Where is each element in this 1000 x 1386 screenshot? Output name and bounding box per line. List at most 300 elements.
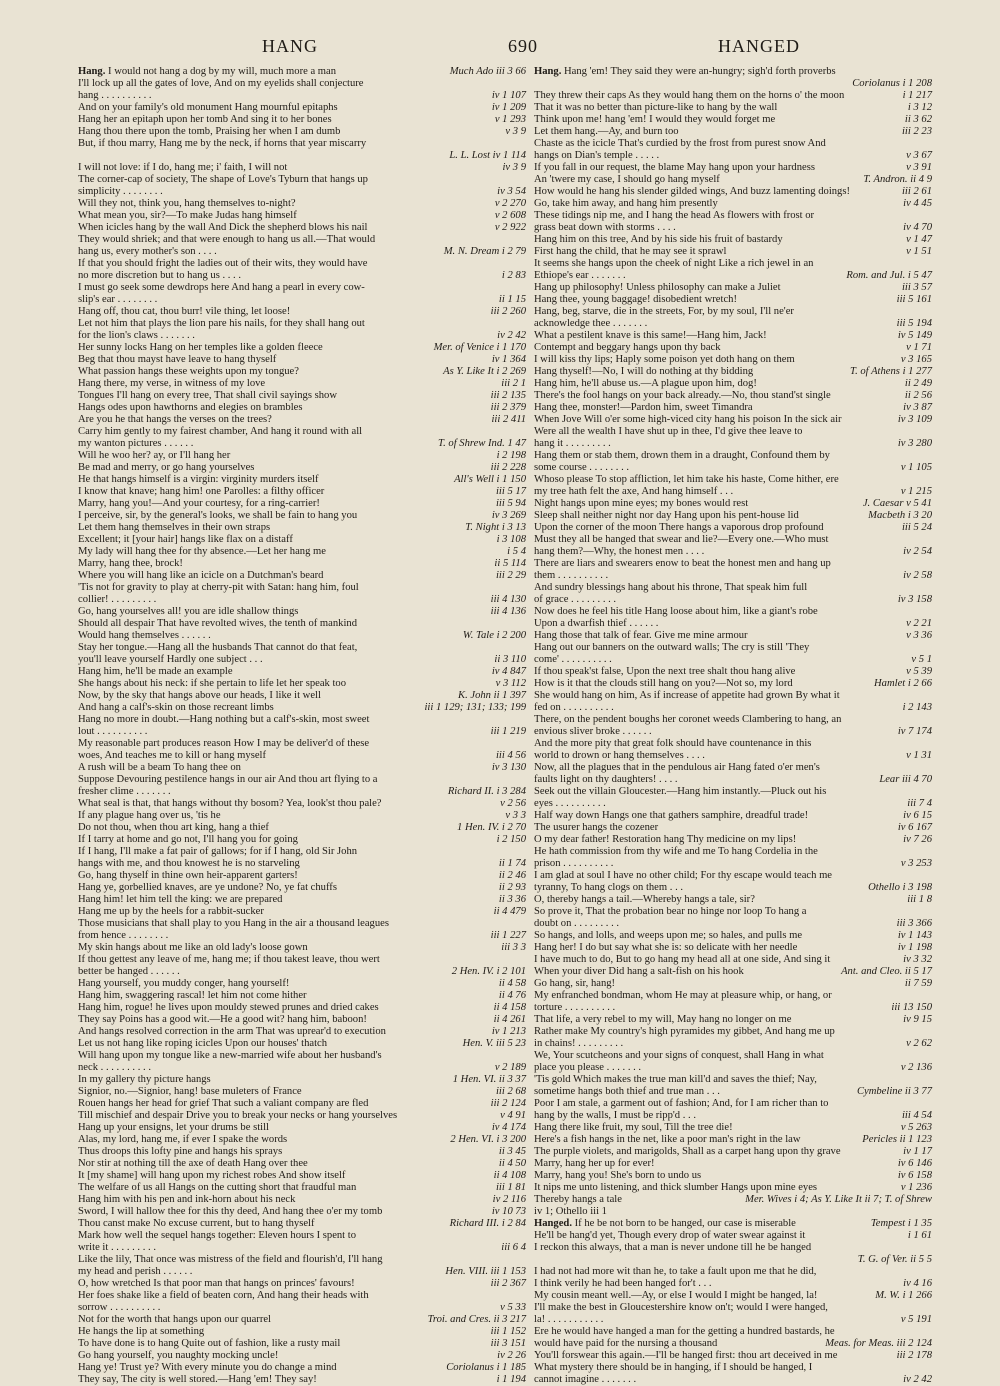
play-reference: ii 2 56	[904, 390, 932, 401]
quotation-text: would have paid for the nursing a thousand	[534, 1338, 718, 1349]
quotation-text: come' . . . . . . . . . .	[534, 654, 612, 665]
quotation-text: Hang there like fruit, my soul, Till the tree die!	[534, 1122, 733, 1133]
play-reference: Coriolanus i 1 208	[852, 78, 932, 89]
quotation-text: Let them hang.—Ay, and burn too	[534, 126, 679, 137]
concordance-line	[534, 114, 932, 126]
concordance-line	[78, 882, 526, 894]
concordance-line	[534, 1362, 932, 1374]
play-reference	[522, 174, 526, 186]
quotation-text: acknowledge thee . . . . . . .	[534, 318, 648, 329]
quotation-text: Hang 'em! They said they were an-hungry; sigh'd forth proverbs	[564, 66, 836, 77]
play-reference: v 1 215	[900, 486, 932, 497]
quotation-text: torture . . . . . . . . . .	[534, 1002, 616, 1013]
concordance-line	[534, 1302, 932, 1314]
concordance-line	[534, 750, 932, 762]
play-reference: v 1 293	[494, 114, 526, 125]
quotation-text: When your diver Did hang a salt-fish on his hook	[534, 966, 744, 977]
play-reference: iv 10 73	[491, 1206, 526, 1217]
concordance-line	[534, 1326, 932, 1338]
play-reference: iii 6 4	[501, 1242, 526, 1253]
quotation-text: O my dear father! Restoration hang Thy medicine on my lips!	[534, 834, 797, 845]
quotation-text: iv 1; Othello iii 1	[534, 1206, 607, 1217]
play-reference: Meas. for Meas. iii 2 124	[825, 1338, 932, 1349]
play-reference: iv 3 158	[897, 594, 932, 605]
quotation-text: So prove it, That the probation bear no hinge nor loop To hang a	[534, 906, 807, 917]
quotation-text: Hang him, rogue! he lives upon mouldy stewed prunes and dried cakes	[78, 1002, 379, 1013]
concordance-line	[78, 306, 526, 318]
play-reference: ii 4 50	[498, 1158, 526, 1169]
play-reference: v 2 56	[500, 798, 526, 809]
concordance-line	[78, 150, 526, 162]
concordance-line	[78, 246, 526, 258]
play-reference: ii 2 49	[904, 378, 932, 389]
play-reference: iii 2 1	[501, 378, 526, 389]
concordance-line	[534, 1278, 932, 1290]
quotation-text: Are you he that hangs the verses on the trees?	[78, 414, 272, 425]
play-reference: v 1 51	[906, 246, 932, 257]
play-reference: ii 4 58	[498, 978, 526, 989]
quotation-text: prison . . . . . . . . . .	[534, 858, 614, 869]
play-reference	[522, 738, 526, 750]
quotation-text	[534, 1254, 854, 1266]
concordance-line	[78, 522, 526, 534]
concordance-line	[534, 1122, 932, 1134]
play-reference: iii 13 150	[891, 1002, 932, 1013]
quotation-text: Her foes shake like a field of beaten corn, And hang their heads with	[78, 1290, 369, 1301]
play-reference: v 5 33	[500, 1302, 526, 1313]
play-reference: iii 3 3	[501, 942, 526, 953]
header-left-word: HANG	[262, 36, 318, 56]
concordance-line	[78, 690, 526, 702]
play-reference: iv 1 209	[491, 102, 526, 113]
play-reference: iv 3 109	[897, 414, 932, 425]
quotation-text: sorrow . . . . . . . . . .	[78, 1302, 161, 1313]
quotation-text: Hang her an epitaph upon her tomb And sing it to her bones	[78, 114, 332, 125]
play-reference: iii 4 56	[495, 750, 526, 761]
concordance-line	[534, 426, 932, 438]
play-reference: Othello i 3 198	[868, 882, 932, 893]
quotation-text: my tree hath felt the axe, And hang himself . . .	[534, 486, 734, 497]
play-reference	[928, 762, 932, 774]
quotation-text: Hang yourself, you muddy conger, hang yourself!	[78, 978, 290, 989]
concordance-line	[534, 1338, 932, 1350]
play-reference: iv 4 45	[903, 198, 932, 209]
concordance-line	[534, 618, 932, 630]
concordance-line	[78, 390, 526, 402]
page-number: 690	[508, 36, 538, 56]
play-reference	[522, 618, 526, 630]
quotation-text: There are liars and swearers enow to beat the honest men and hang up	[534, 558, 831, 569]
play-reference: iii 5 94	[495, 498, 526, 509]
quotation-text: It [my shame] will hang upon my richest robes And show itself	[78, 1170, 346, 1181]
quotation-text: Sleep shall neither night nor day Hang upon his pent-house lid	[534, 510, 799, 521]
quotation-text: What a pestilent knave is this same!—Hang him, Jack!	[534, 330, 767, 341]
concordance-line	[534, 1038, 932, 1050]
play-reference: iii 2 23	[901, 126, 932, 137]
quotation-text: Now, all the plagues that in the pendulous air Hang fated o'er men's	[534, 762, 820, 773]
quotation-text: fed on . . . . . . . . . .	[534, 702, 614, 713]
quotation-text: my wanton pictures . . . . . .	[78, 438, 194, 449]
play-reference: Ant. and Cleo. ii 5 17	[841, 966, 932, 977]
header-right-word: HANGED	[718, 36, 800, 56]
quotation-text: Thou canst make No excuse current, but to hang thyself	[78, 1218, 315, 1229]
quotation-text: I know that knave; hang him! one Parolles: a filthy officer	[78, 486, 325, 497]
play-reference: i 2 83	[501, 270, 526, 281]
play-reference: v 5 1	[911, 654, 932, 665]
play-reference	[522, 1050, 526, 1062]
play-reference: Much Ado iii 3 66	[449, 66, 526, 77]
concordance-line	[534, 174, 932, 186]
quotation-text: some course . . . . . . . .	[534, 462, 630, 473]
play-reference	[928, 426, 932, 438]
play-reference	[928, 474, 932, 486]
play-reference: v 3 9	[505, 126, 526, 137]
play-reference: iv 2 58	[903, 570, 932, 581]
quotation-text: They say Poins has a good wit.—He a good wit? hang him, baboon!	[78, 1014, 367, 1025]
quotation-text: them . . . . . . . . . .	[534, 570, 609, 581]
concordance-line	[534, 702, 932, 714]
play-reference: Lear iii 4 70	[879, 774, 932, 785]
play-reference: iv 1 364	[491, 354, 526, 365]
quotation-text: She hangs about his neck: if she pertain to life let her speak too	[78, 678, 347, 689]
quotation-text: Not for the worth that hangs upon our quarrel	[78, 1314, 271, 1325]
play-reference	[522, 234, 526, 246]
concordance-line	[534, 414, 932, 426]
concordance-line	[534, 1014, 932, 1026]
quotation-text: Sword, I will hallow thee for this thy deed, And hang thee o'er my tomb	[78, 1206, 383, 1217]
quotation-text: If any plague hang over us, 'tis he	[78, 810, 221, 821]
play-reference: ii 3 45	[498, 1146, 526, 1157]
concordance-line	[534, 570, 932, 582]
concordance-line	[78, 1362, 526, 1374]
quotation-text: Like the lily, That once was mistress of the field and flourish'd, I'll hang	[78, 1254, 383, 1265]
concordance-line	[534, 966, 932, 978]
concordance-line	[78, 1134, 526, 1146]
quotation-text: grass beat down with storms . . . .	[534, 222, 676, 233]
concordance-line	[78, 258, 526, 270]
quotation-text: If he be not born to be hanged, our case is miserable	[574, 1218, 796, 1229]
concordance-line	[534, 1002, 932, 1014]
play-reference: iv 4 174	[491, 1122, 526, 1133]
quotation-text: Hang him, he'll abuse us.—A plague upon him, dog!	[534, 378, 757, 389]
concordance-line	[78, 942, 526, 954]
quotation-text: If I hang, I'll make a fat pair of gallows; for if I hang, old Sir John	[78, 846, 358, 857]
play-reference: T. Andron. ii 4 9	[863, 174, 932, 185]
quotation-text: in chains! . . . . . . . . .	[534, 1038, 624, 1049]
quotation-text: Excellent; it [your hair] hangs like flax on a distaff	[78, 534, 293, 545]
play-reference: iii 2 260	[490, 306, 526, 317]
concordance-line	[78, 1158, 526, 1170]
concordance-line	[78, 1206, 526, 1218]
play-reference	[522, 258, 526, 270]
quotation-text: It seems she hangs upon the cheek of night Like a rich jewel in an	[534, 258, 814, 269]
concordance-line	[534, 870, 932, 882]
quotation-text: la! . . . . . . . . . . .	[534, 1314, 604, 1325]
concordance-line	[534, 582, 932, 594]
concordance-line	[534, 450, 932, 462]
quotation-text: Hang up your ensigns, let your drums be still	[78, 1122, 269, 1133]
concordance-line	[78, 1326, 526, 1338]
concordance-line	[78, 894, 526, 906]
concordance-line	[78, 270, 526, 282]
play-reference	[522, 1290, 526, 1302]
concordance-line	[78, 1266, 526, 1278]
play-reference: ii 3 62	[904, 114, 932, 125]
headword: Hanged.	[534, 1218, 572, 1229]
quotation-text: woes, And teaches me to kill or hang myself	[78, 750, 266, 761]
quotation-text: Upon the corner of the moon There hangs a vaporous drop profound	[534, 522, 824, 533]
quotation-text: Ere he would have hanged a man for the getting a hundred bastards, he	[534, 1326, 835, 1337]
concordance-line	[534, 690, 932, 702]
quotation-text: hang by the walls, I must be ripp'd . . .	[534, 1110, 696, 1121]
quotation-text: slip's ear . . . . . . . .	[78, 294, 158, 305]
concordance-line	[534, 162, 932, 174]
play-reference: Pericles ii 1 123	[862, 1134, 932, 1145]
concordance-line	[534, 150, 932, 162]
play-reference: T. of Shrew Ind. 1 47	[438, 438, 526, 449]
play-reference: ii 4 108	[493, 1170, 526, 1181]
quotation-text: My reasonable part produces reason How I may be deliver'd of these	[78, 738, 370, 749]
play-reference	[522, 426, 526, 438]
concordance-line	[534, 558, 932, 570]
concordance-line	[78, 1290, 526, 1302]
quotation-text: Rouen hangs her head for grief That such a valiant company are fled	[78, 1098, 369, 1109]
concordance-line	[534, 354, 932, 366]
play-reference: i 1 61	[907, 1230, 932, 1241]
play-reference: i 2 143	[902, 702, 932, 713]
quotation-text: Now does he feel his title Hang loose about him, like a giant's robe	[534, 606, 818, 617]
concordance-line	[534, 138, 932, 150]
concordance-line	[78, 570, 526, 582]
concordance-line	[78, 1242, 526, 1254]
concordance-line	[534, 246, 932, 258]
concordance-line	[78, 1374, 526, 1386]
play-reference	[522, 846, 526, 858]
play-reference: T. Night i 3 13	[465, 522, 526, 533]
concordance-line	[78, 954, 526, 966]
concordance-line	[534, 318, 932, 330]
play-reference	[928, 1206, 932, 1218]
quotation-text: The welfare of us all Hangs on the cutting short that fraudful man	[78, 1182, 357, 1193]
concordance-line	[78, 1182, 526, 1194]
concordance-line	[78, 1002, 526, 1014]
concordance-line	[78, 726, 526, 738]
concordance-line	[534, 498, 932, 510]
quotation-text: Hang thee, young baggage! disobedient wretch!	[534, 294, 737, 305]
concordance-line	[78, 810, 526, 822]
concordance-line	[534, 486, 932, 498]
concordance-line	[534, 654, 932, 666]
quotation-text: Hang him! let him tell the king: we are prepared	[78, 894, 283, 905]
concordance-line	[78, 90, 526, 102]
play-reference	[522, 774, 526, 786]
headword: Hang.	[78, 66, 106, 77]
quotation-text: tyranny, To hang clogs on them . . .	[534, 882, 684, 893]
quotation-text: Hang thou there upon the tomb, Praising her when I am dumb	[78, 126, 341, 137]
quotation-text: And hang a calf's-skin on those recreant limbs	[78, 702, 274, 713]
quotation-text: my head and perish . . . . . .	[78, 1266, 193, 1277]
concordance-line	[534, 1290, 932, 1302]
concordance-line	[534, 726, 932, 738]
play-reference	[928, 786, 932, 798]
concordance-line	[78, 1338, 526, 1350]
concordance-line	[78, 138, 526, 150]
concordance-line	[534, 366, 932, 378]
concordance-line	[534, 714, 932, 726]
concordance-line	[534, 954, 932, 966]
concordance-line	[78, 126, 526, 138]
quotation-text: Hang no more in doubt.—Hang nothing but a calf's-skin, most sweet	[78, 714, 370, 725]
quotation-text: Tongues I'll hang on every tree, That shall civil sayings show	[78, 390, 337, 401]
play-reference: Cymbeline ii 3 77	[856, 1086, 932, 1097]
quotation-text: I perceive, sir, by the general's looks, we shall be fain to hang you	[78, 510, 358, 521]
play-reference	[928, 642, 932, 654]
concordance-line	[534, 438, 932, 450]
play-reference	[522, 138, 526, 150]
quotation-text: First hang the child, that he may see it sprawl	[534, 246, 727, 257]
concordance-line	[534, 1170, 932, 1182]
concordance-line	[78, 906, 526, 918]
quotation-text: Nor stir at nothing till the axe of death Hang over thee	[78, 1158, 308, 1169]
concordance-line	[78, 426, 526, 438]
quotation-text: When icicles hang by the wall And Dick the shepherd blows his nail	[78, 222, 368, 233]
concordance-line	[78, 510, 526, 522]
play-reference	[928, 846, 932, 858]
play-reference	[522, 1230, 526, 1242]
quotation-text: Go hang, sir, hang!	[534, 978, 616, 989]
concordance-line	[78, 342, 526, 354]
quotation-text: Hang him, he'll be made an example	[78, 666, 233, 677]
quotation-text: you'll leave yourself Hardly one subject . . .	[78, 654, 263, 665]
quotation-text: Go hang yourself, you naughty mocking uncle!	[78, 1350, 279, 1361]
concordance-line	[78, 462, 526, 474]
quotation-text: What seal is that, that hangs without thy bosom? Yea, look'st thou pale?	[78, 798, 382, 809]
quotation-text: My enfranched bondman, whom He may at pleasure whip, or hang, or	[534, 990, 832, 1001]
play-reference: iii 2 68	[495, 1086, 526, 1097]
concordance-line	[78, 498, 526, 510]
play-reference: iv 2 26	[497, 1350, 526, 1361]
concordance-line	[534, 210, 932, 222]
quotation-text: faults light on thy daughters! . . . .	[534, 774, 678, 785]
play-reference: iv 7 174	[897, 726, 932, 737]
concordance-line	[78, 102, 526, 114]
quotation-text: If I tarry at home and go not, I'll hang you for going	[78, 834, 298, 845]
quotation-text: hang them?—Why, the honest men . . . .	[534, 546, 705, 557]
play-reference: ii 3 110	[494, 654, 526, 665]
concordance-line	[78, 714, 526, 726]
play-reference: iv 2 116	[492, 1194, 526, 1205]
play-reference: Hen. VIII. iii 1 153	[445, 1266, 526, 1277]
concordance-line	[78, 762, 526, 774]
quotation-text: Hang him with his pen and ink-horn about his neck	[78, 1194, 296, 1205]
play-reference: iii 2 228	[490, 462, 526, 473]
concordance-line	[534, 510, 932, 522]
play-reference: Hen. V. iii 5 23	[462, 1038, 526, 1049]
concordance-line	[78, 1314, 526, 1326]
quotation-text: It nips me unto listening, and thick slumber Hangs upon mine eyes	[534, 1182, 818, 1193]
play-reference: J. Caesar v 5 41	[862, 498, 932, 509]
quotation-text: Let not him that plays the lion pare his nails, for they shall hang out	[78, 318, 365, 329]
headword: Hang.	[534, 66, 562, 77]
play-reference: iv 1 143	[897, 930, 932, 941]
concordance-line	[534, 198, 932, 210]
quotation-text: Let us not hang like roping icicles Upon our houses' thatch	[78, 1038, 328, 1049]
play-reference: W. Tale i 2 200	[462, 630, 526, 641]
play-reference: iv 2 54	[903, 546, 932, 557]
play-reference: M. W. i 1 266	[875, 1290, 932, 1301]
quotation-text: from hence . . . . . . . .	[78, 930, 169, 941]
concordance-line	[78, 438, 526, 450]
concordance-line	[534, 1026, 932, 1038]
concordance-line	[78, 1278, 526, 1290]
play-reference: Macbeth i 3 20	[868, 510, 932, 521]
play-reference: v 1 236	[900, 1182, 932, 1193]
play-reference: ii 3 36	[498, 894, 526, 905]
quotation-text: I will not love: if I do, hang me; i' faith, I will not	[78, 162, 288, 173]
play-reference: iv 1 17	[903, 1146, 932, 1157]
play-reference	[928, 606, 932, 618]
concordance-line	[534, 1350, 932, 1362]
play-reference: iv 3 280	[897, 438, 932, 449]
quotation-text: Go, take him away, and hang him presently	[534, 198, 718, 209]
quotation-text: Hang out our banners on the outward walls; The cry is still 'They	[534, 642, 810, 653]
quotation-text: And sundry blessings hang about his throne, That speak him full	[534, 582, 808, 593]
play-reference	[928, 1026, 932, 1038]
concordance-line	[534, 546, 932, 558]
quotation-text	[534, 78, 848, 90]
play-reference: iv 6 146	[897, 1158, 932, 1169]
concordance-line	[78, 834, 526, 846]
concordance-line	[534, 846, 932, 858]
concordance-line	[534, 222, 932, 234]
play-reference: iii 3 57	[901, 282, 932, 293]
quotation-text: neck . . . . . . . . . .	[78, 1062, 151, 1073]
quotation-text: You'll forswear this again.—I'll be hanged first: thou art deceived in me	[534, 1350, 838, 1361]
quotation-text: Those musicians that shall play to you Hang in the air a thousand leagues	[78, 918, 389, 929]
play-reference: Tempest i 1 35	[870, 1218, 932, 1229]
play-reference: v 2 189	[494, 1062, 526, 1073]
concordance-line	[78, 330, 526, 342]
play-reference	[928, 306, 932, 318]
concordance-line	[534, 378, 932, 390]
concordance-line	[534, 894, 932, 906]
play-reference: iii 4 54	[901, 1110, 932, 1121]
concordance-line	[534, 402, 932, 414]
quotation-text: envious sliver broke . . . . . .	[534, 726, 652, 737]
quotation-text: Marry, hang you! She's born to undo us	[534, 1170, 702, 1181]
concordance-line	[534, 774, 932, 786]
play-reference: iii 2 379	[490, 402, 526, 413]
quotation-text: Will he woo her? ay, or I'll hang her	[78, 450, 231, 461]
concordance-line	[534, 990, 932, 1002]
quotation-text: better be hanged . . . . . .	[78, 966, 180, 977]
quotation-text: There's the fool hangs on your back already.—No, thou stand'st single	[534, 390, 831, 401]
concordance-line	[78, 198, 526, 210]
concordance-line	[534, 90, 932, 102]
concordance-line	[534, 1374, 932, 1386]
play-reference: i 3 108	[496, 534, 526, 545]
concordance-line	[78, 1062, 526, 1074]
quotation-text: no more discretion but to hang us . . . .	[78, 270, 242, 281]
play-reference: iii 5 161	[896, 294, 932, 305]
quotation-text: Hang him, swaggering rascal! let him not come hither	[78, 990, 307, 1001]
quotation-text: Hang thee, monster!—Pardon him, sweet Timandra	[534, 402, 753, 413]
concordance-line	[78, 1194, 526, 1206]
play-reference: iv 4 847	[491, 666, 526, 677]
play-reference: iv 3 87	[903, 402, 932, 413]
left-column	[78, 66, 526, 1385]
quotation-text: Her sunny locks Hang on her temples like a golden fleece	[78, 342, 323, 353]
